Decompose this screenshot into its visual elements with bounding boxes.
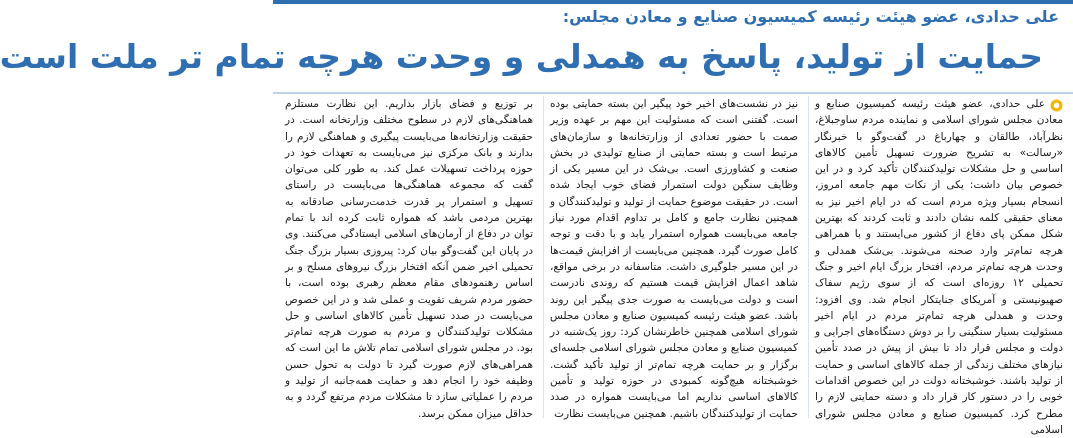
headline-divider <box>273 92 1073 94</box>
headline-block <box>0 4 1073 92</box>
article-column-1-text: علی حدادی، عضو هیئت رئیسه کمیسیون صنایع و معادن مجلس شورای اسلامی و نماینده مردم ساوجبلاغ، نظرآباد، طالقان و چهارباغ در گفت‌وگو با خبرنگار «رسالت» به تشریح ضرورت تسهیل تأمین کالاهای اساسی و حل مشکلات تولیدکنندگان تأکید کرد و در این خصوص بیان داشت: یکی از نکات مهم جامعه امروز، انسجام بسیار ویژه مردم است که در ایام اخیر نیز به معنای حقیقی کلمه نشان دادند و ثابت کردند که بهترین شکل ممکن پای دفاع از کشور می‌ایستند و با همراهی هرچه تمام‌تر وارد صحنه می‌شوند. بی‌شک همدلی و وحدت هرچه تمام‌تر مردم، افتخار بزرگ ایام اخیر و جنگ تحمیلی ۱۲ روزه‌ای است که از سوی رژیم سفاک صهیونیستی و آمریکای جنایتکار انجام شد. وی افزود: وحدت و همدلی هرچه تمام‌تر مردم در ایام اخیر مسئولیت بسیار سنگینی را بر دوش دستگاه‌های اجرایی و دولت و مجلس قرار داد تا بیش از پیش در صدد تأمین نیازهای مختلف زندگی از جمله کالاهای اساسی و حمایت از تولید باشند. خوشبختانه دولت در این خصوص اقدامات خوبی را در دستور کار قرار داد و دسته حمایتی لازم را مطرح کرد. کمیسیون صنایع و معادن مجلس شورای اسلامی <box>815 98 1063 436</box>
article-column-2 <box>543 96 798 418</box>
sun-bullet-icon <box>1050 99 1063 112</box>
article-column-3-text: بر توزیع و فضای بازار بداریم. این نظارت مستلزم هماهنگی‌های لازم در سطوح مختلف وزارتخانه است. در حقیقت وزارتخانه‌ها می‌بایست پیگیری و هماهنگی لازم را بدارند و بانک مرکزی نیز می‌بایست به تعهدات خود در حوزه پرداخت تسهیلات عمل کند. به طور کلی می‌توان گفت که مجموعه هماهنگی‌ها می‌بایست در راستای تسهیل و استمرار پر قدرت خدمت‌رسانی صادقانه به بهترین مردمی باشد که همواره ثابت کرده اند با تمام توان در دفاع از آرمان‌های اسلامی ایستادگی می‌کنند. وی در پایان این گفت‌وگو بیان کرد: پیروزی بسیار بزرگ جنگ تحمیلی اخیر ضمن آنکه افتخار بزرگ نیروهای مسلح و بر اساس رهنمودهای مقام معظم رهبری بوده است، با حضور مردم شریف تقویت و عملی شد و در این خصوص می‌بایست در صدد تسهیل تأمین کالاهای اساسی و حل مشکلات تولیدکنندگان و مردم به صورت هرچه تمام‌تر بود. در مجلس شورای اسلامی تمام تلاش ما این است که همراهی‌های لازم صورت گیرد تا دولت به تحول حسن وظیفه خود را انجام دهد و حمایت همه‌جانبه از تولید و مردم را عملیاتی سازد تا مشکلات مردم مرتفع گردد و به حداقل میزان ممکن برسد. <box>285 98 533 420</box>
article-column-1 <box>808 96 1063 436</box>
article-column-3 <box>279 96 533 418</box>
article-title: حمایت از تولید، پاسخ به همدلی و وحدت هرچه تمام تر ملت است <box>0 37 1043 76</box>
article-kicker: علی حدادی، عضو هیئت رئیسه کمیسیون صنایع و معادن مجلس: <box>562 7 1059 26</box>
article-column-2-text: نیز در نشست‌های اخیر خود پیگیر این بسته حمایتی بوده است. گفتنی است که مسئولیت این مهم بر عهده وزیر صمت با حضور تعدادی از وزارتخانه‌ها و سازمان‌های مرتبط است و بسته حمایتی از صنایع تولیدی در بخش صنعت و کشاورزی است. بی‌شک در این مسیر یکی از وظایف سنگین دولت استمرار فضای خوب ایجاد شده است. در حقیقت موضوع حمایت از تولید و تولیدکنندگان و همچنین نظارت جامع و کامل بر تداوم اقدام مورد نیاز جامعه می‌بایست همواره استمرار یابد و با دقت و توجه کامل صورت گیرد. همچنین می‌بایست از افزایش قیمت‌ها در این مسیر جلوگیری داشت. متاسفانه در برخی مواقع، شاهد اعمال افزایش قیمت هستیم که روندی نادرست است و دولت می‌بایست به صورت جدی پیگیر این روند باشد. عضو هیئت رئیسه کمیسیون صنایع و معادن مجلس شورای اسلامی همچنین خاطرنشان کرد: روز یک‌شنبه در کمیسیون صنایع و معادن مجلس شورای اسلامی جلسه‌ای برگزار و بر حمایت هرچه تمام‌تر از تولید تأکید گشت. خوشبختانه هیچ‌گونه کمبودی در حوزه تولید و تأمین کالاهای اساسی نداریم اما می‌بایست همواره در صدد حمایت از تولیدکنندگان باشیم. همچنین می‌بایست نظارت <box>550 98 798 420</box>
article-columns <box>279 96 1063 436</box>
